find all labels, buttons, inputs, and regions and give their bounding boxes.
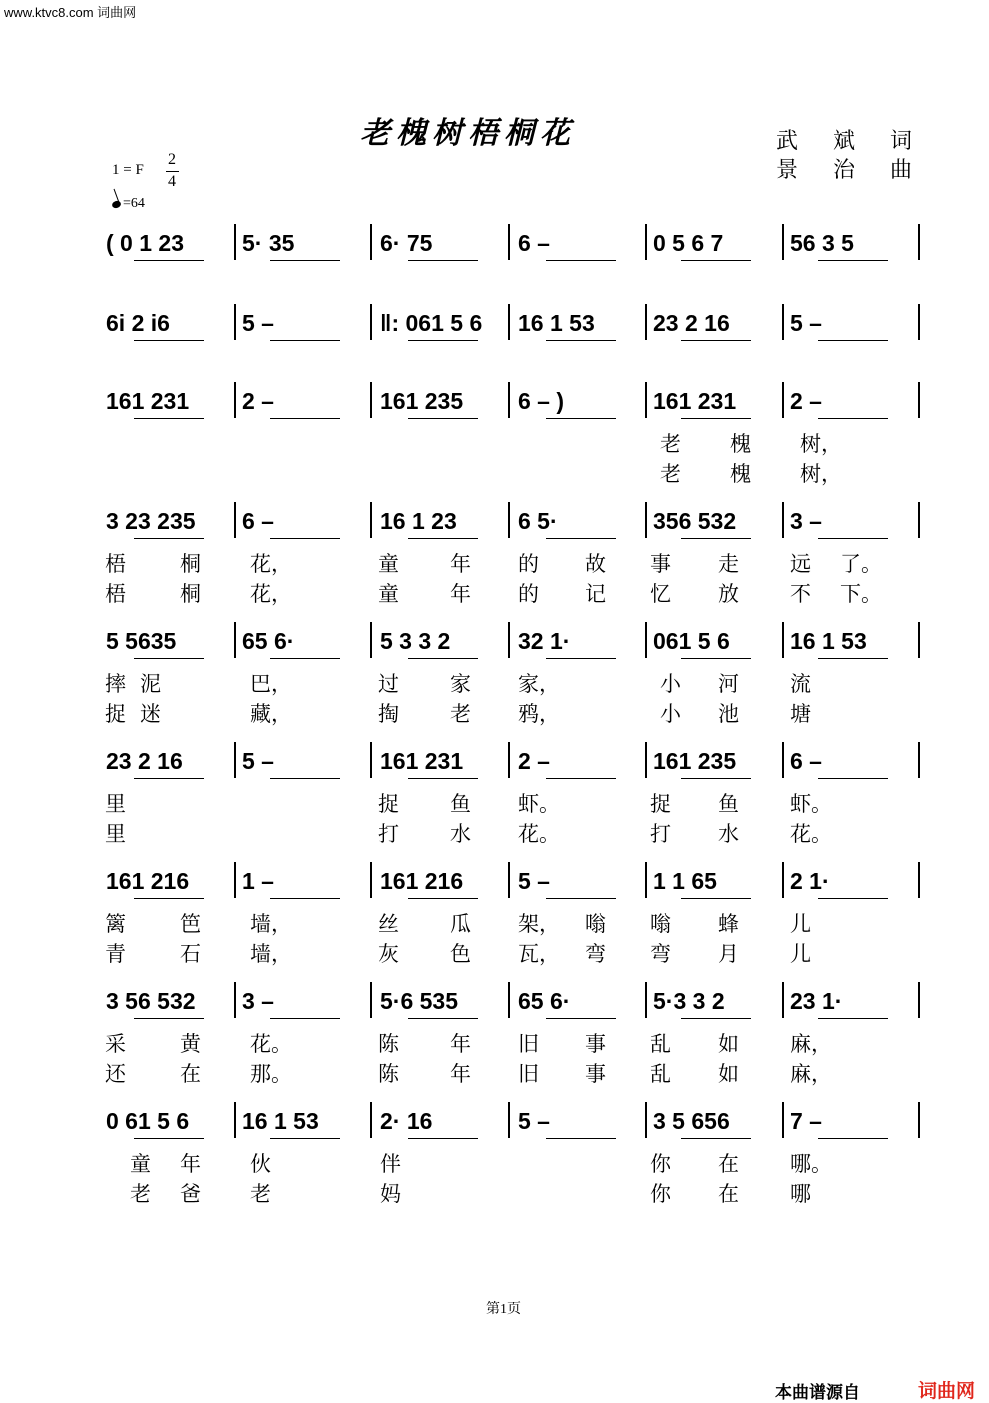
bar-line — [370, 304, 372, 340]
beam-line — [818, 778, 888, 779]
measure-notes: 3 56 532 — [106, 988, 196, 1014]
beam-line — [546, 1138, 616, 1139]
lyric-char: 鸦， — [518, 702, 560, 726]
beam-line — [818, 340, 888, 341]
measure-notes: 23 2 16 — [653, 310, 730, 336]
bar-line — [508, 1102, 510, 1138]
lyric-char: 架， — [518, 912, 560, 936]
measure-notes: 2 – — [518, 748, 550, 774]
lyricist-credit: 武 斌 词 — [776, 129, 926, 154]
beam-line — [546, 340, 616, 341]
bar-line — [918, 224, 920, 260]
lyric-char: 的 — [518, 582, 539, 606]
song-title: 老槐树梧桐花 — [360, 116, 576, 151]
lyric-char: 河 — [718, 672, 739, 696]
beam-line — [270, 260, 340, 261]
beam-line — [681, 898, 751, 899]
measure-notes: 5· 35 — [242, 230, 295, 256]
measure-notes: 1 – — [242, 868, 274, 894]
lyric-char: 色 — [450, 942, 471, 966]
lyric-char: 树， — [800, 432, 842, 456]
measure-notes: 7 – — [790, 1108, 822, 1134]
measure-notes: 161 231 — [106, 388, 190, 414]
bar-line — [645, 1102, 647, 1138]
lyric-char: 童 — [130, 1152, 151, 1176]
bar-line — [918, 304, 920, 340]
measure-notes: 0 5 6 7 — [653, 230, 724, 256]
lyric-char: 梧 — [105, 582, 126, 606]
beam-line — [546, 538, 616, 539]
bar-line — [234, 982, 236, 1018]
beam-line — [546, 1018, 616, 1019]
beam-line — [408, 538, 478, 539]
lyric-char: 青 — [105, 942, 126, 966]
bar-line — [508, 502, 510, 538]
bar-line — [234, 502, 236, 538]
bar-line — [645, 502, 647, 538]
lyric-char: 你 — [650, 1152, 671, 1176]
beam-line — [681, 538, 751, 539]
bar-line — [508, 224, 510, 260]
lyric-char: 记 — [585, 582, 606, 606]
bar-line — [918, 1102, 920, 1138]
measure-notes: 6· 75 — [380, 230, 433, 256]
beam-line — [546, 658, 616, 659]
bar-line — [645, 742, 647, 778]
lyric-char: 弯 — [585, 942, 606, 966]
lyric-char: 迷 — [140, 702, 161, 726]
bar-line — [645, 622, 647, 658]
measure-notes: 161 231 — [653, 388, 737, 414]
beam-line — [270, 898, 340, 899]
lyric-char: 老 — [660, 432, 681, 456]
beam-line — [134, 340, 204, 341]
bar-line — [370, 1102, 372, 1138]
bar-line — [370, 224, 372, 260]
beam-line — [270, 778, 340, 779]
bar-line — [782, 862, 784, 898]
beam-line — [681, 658, 751, 659]
lyric-char: 花。 — [250, 1032, 292, 1056]
lyric-char: 事 — [650, 552, 671, 576]
lyric-char: 嗡 — [650, 912, 671, 936]
lyric-char: 麻， — [790, 1032, 832, 1056]
measure-notes: 6 – — [518, 230, 550, 256]
lyric-char: 小 — [660, 702, 681, 726]
lyric-char: 巴， — [250, 672, 292, 696]
bar-line — [782, 1102, 784, 1138]
bar-line — [782, 622, 784, 658]
lyric-char: 老 — [250, 1182, 271, 1206]
lyric-char: 小 — [660, 672, 681, 696]
lyric-char: 桐 — [180, 582, 201, 606]
measure-notes: 5 – — [242, 748, 274, 774]
lyric-char: 爸 — [180, 1182, 201, 1206]
bar-line — [370, 742, 372, 778]
lyric-char: 乱 — [650, 1062, 671, 1086]
lyric-char: 年 — [450, 582, 471, 606]
lyric-char: 水 — [450, 822, 471, 846]
lyric-char: 虾。 — [790, 792, 832, 816]
beam-line — [408, 658, 478, 659]
beam-line — [134, 1018, 204, 1019]
lyric-char: 塘 — [790, 702, 811, 726]
measure-notes: 5 – — [242, 310, 274, 336]
beam-line — [134, 778, 204, 779]
lyric-char: 老 — [130, 1182, 151, 1206]
bar-line — [782, 502, 784, 538]
lyric-char: 放 — [718, 582, 739, 606]
beam-line — [818, 658, 888, 659]
bar-line — [918, 622, 920, 658]
measure-notes: 5 – — [518, 1108, 550, 1134]
measure-notes: 16 1 53 — [518, 310, 595, 336]
lyric-char: 捉 — [378, 792, 399, 816]
lyric-char: 槐 — [730, 432, 751, 456]
bar-line — [370, 502, 372, 538]
bar-line — [508, 862, 510, 898]
beam-line — [134, 898, 204, 899]
lyric-char: 里 — [105, 822, 126, 846]
lyric-char: 老 — [450, 702, 471, 726]
tempo-value: =64 — [123, 196, 145, 211]
lyric-char: 儿 — [790, 942, 811, 966]
measure-notes: 3 – — [242, 988, 274, 1014]
measure-notes: 23 1· — [790, 988, 843, 1014]
lyric-char: 花， — [250, 552, 292, 576]
measure-notes: 5 – — [790, 310, 822, 336]
lyric-char: 打 — [378, 822, 399, 846]
measure-notes: 2 1· — [790, 868, 830, 894]
lyric-char: 还 — [105, 1062, 126, 1086]
lyric-char: 虾。 — [518, 792, 560, 816]
lyric-char: 墙， — [250, 942, 292, 966]
lyric-char: 水 — [718, 822, 739, 846]
lyric-char: 在 — [718, 1182, 739, 1206]
lyric-char: 池 — [718, 702, 739, 726]
measure-notes: 56 3 5 — [790, 230, 854, 256]
lyric-char: 泥 — [140, 672, 161, 696]
lyric-char: 瓦， — [518, 942, 560, 966]
bar-line — [645, 304, 647, 340]
bar-line — [508, 304, 510, 340]
lyric-char: 走 — [718, 552, 739, 576]
beam-line — [408, 1018, 478, 1019]
measure-notes: 161 216 — [106, 868, 190, 894]
lyric-char: 鱼 — [718, 792, 739, 816]
beam-line — [408, 418, 478, 419]
measure-notes: 6i 2 i6 — [106, 310, 170, 336]
lyric-char: 不 — [790, 582, 811, 606]
beam-line — [546, 260, 616, 261]
beam-line — [681, 1138, 751, 1139]
composer-credit: 景 治 曲 — [776, 158, 926, 183]
bar-line — [782, 982, 784, 1018]
measure-notes: 32 1· — [518, 628, 571, 654]
measure-notes: 2· 16 — [380, 1108, 433, 1134]
lyric-char: 妈 — [380, 1182, 401, 1206]
measure-notes: 5 5635 — [106, 628, 177, 654]
measure-notes: 3 – — [790, 508, 822, 534]
bar-line — [234, 742, 236, 778]
lyric-char: 摔 — [105, 672, 126, 696]
measure-notes: 5·3 3 2 — [653, 988, 725, 1014]
time-signature-bottom: 4 — [168, 173, 176, 190]
beam-line — [681, 340, 751, 341]
lyric-char: 陈 — [378, 1032, 399, 1056]
bar-line — [234, 304, 236, 340]
lyric-char: 童 — [378, 552, 399, 576]
beam-line — [818, 1018, 888, 1019]
lyric-char: 陈 — [378, 1062, 399, 1086]
beam-line — [818, 418, 888, 419]
page-number: 第1页 — [486, 1302, 521, 1317]
bar-line — [508, 742, 510, 778]
bar-line — [234, 224, 236, 260]
bar-line — [508, 622, 510, 658]
lyric-char: 流 — [790, 672, 811, 696]
beam-line — [134, 1138, 204, 1139]
beam-line — [270, 340, 340, 341]
lyric-char: 老 — [660, 462, 681, 486]
lyric-char: 伙 — [250, 1152, 271, 1176]
lyric-char: 花。 — [790, 822, 832, 846]
measure-notes: 65 6· — [518, 988, 571, 1014]
lyric-char: 蜂 — [718, 912, 739, 936]
beam-line — [408, 898, 478, 899]
lyric-char: 过 — [378, 672, 399, 696]
lyric-char: 童 — [378, 582, 399, 606]
measure-notes: 6 – — [790, 748, 822, 774]
bar-line — [645, 382, 647, 418]
beam-line — [818, 538, 888, 539]
measure-notes: 2 – — [242, 388, 274, 414]
bar-line — [234, 622, 236, 658]
measure-notes: 16 1 53 — [790, 628, 867, 654]
beam-line — [681, 418, 751, 419]
bar-line — [645, 224, 647, 260]
lyric-char: 丝 — [378, 912, 399, 936]
beam-line — [134, 260, 204, 261]
lyric-char: 哪。 — [790, 1152, 832, 1176]
lyric-char: 故 — [585, 552, 606, 576]
measure-notes: 356 532 — [653, 508, 737, 534]
lyric-char: 家 — [450, 672, 471, 696]
measure-notes: ‖: 061 5 6 — [380, 310, 483, 336]
beam-line — [818, 898, 888, 899]
beam-line — [681, 1018, 751, 1019]
lyric-char: 儿 — [790, 912, 811, 936]
lyric-char: 墙， — [250, 912, 292, 936]
measure-notes: 6 5· — [518, 508, 558, 534]
beam-line — [134, 538, 204, 539]
lyric-char: 了。 — [840, 552, 882, 576]
lyric-char: 事 — [585, 1062, 606, 1086]
bar-line — [234, 862, 236, 898]
beam-line — [818, 1138, 888, 1139]
lyric-char: 年 — [450, 1032, 471, 1056]
measure-notes: 061 5 6 — [653, 628, 730, 654]
site-watermark: www.ktvc8.com 词曲网 — [4, 5, 137, 20]
bar-line — [782, 224, 784, 260]
lyric-char: 那。 — [250, 1062, 292, 1086]
lyric-char: 远 — [790, 552, 811, 576]
lyric-char: 年 — [180, 1152, 201, 1176]
lyric-char: 如 — [718, 1032, 739, 1056]
lyric-char: 黄 — [180, 1032, 201, 1056]
lyric-char: 在 — [718, 1152, 739, 1176]
measure-notes: 5 3 3 2 — [380, 628, 451, 654]
time-signature-top: 2 — [168, 151, 176, 168]
bar-line — [508, 982, 510, 1018]
measure-notes: 161 235 — [380, 388, 464, 414]
measure-notes: 5·6 535 — [380, 988, 459, 1014]
lyric-char: 旧 — [518, 1062, 539, 1086]
tempo-marking — [112, 196, 145, 212]
beam-line — [134, 658, 204, 659]
lyric-char: 花。 — [518, 822, 560, 846]
measure-notes: ( 0 1 23 — [106, 230, 184, 256]
measure-notes: 3 23 235 — [106, 508, 196, 534]
beam-line — [408, 778, 478, 779]
measure-notes: 0 61 5 6 — [106, 1108, 190, 1134]
bar-line — [918, 742, 920, 778]
bar-line — [645, 862, 647, 898]
lyric-char: 伴 — [380, 1152, 401, 1176]
beam-line — [546, 778, 616, 779]
measure-notes: 23 2 16 — [106, 748, 183, 774]
lyric-char: 弯 — [650, 942, 671, 966]
lyric-char: 月 — [718, 942, 739, 966]
lyric-char: 年 — [450, 552, 471, 576]
lyric-char: 灰 — [378, 942, 399, 966]
time-signature-line — [166, 171, 179, 172]
bar-line — [234, 1102, 236, 1138]
bar-line — [782, 742, 784, 778]
beam-line — [270, 1138, 340, 1139]
lyric-char: 在 — [180, 1062, 201, 1086]
measure-notes: 16 1 23 — [380, 508, 457, 534]
quarter-note-icon — [111, 200, 122, 210]
measure-notes: 5 – — [518, 868, 550, 894]
lyric-char: 掏 — [378, 702, 399, 726]
beam-line — [270, 658, 340, 659]
lyric-char: 忆 — [650, 582, 671, 606]
measure-notes: 161 231 — [380, 748, 464, 774]
lyric-char: 树， — [800, 462, 842, 486]
bar-line — [918, 502, 920, 538]
beam-line — [681, 778, 751, 779]
site-logo: 词曲网 — [918, 1381, 976, 1402]
beam-line — [270, 1018, 340, 1019]
lyric-char: 藏， — [250, 702, 292, 726]
bar-line — [234, 382, 236, 418]
lyric-char: 石 — [180, 942, 201, 966]
lyric-char: 哪 — [790, 1182, 811, 1206]
beam-line — [408, 260, 478, 261]
bar-line — [782, 304, 784, 340]
measure-notes: 16 1 53 — [242, 1108, 319, 1134]
lyric-char: 麻， — [790, 1062, 832, 1086]
lyric-char: 捉 — [650, 792, 671, 816]
bar-line — [370, 862, 372, 898]
lyric-char: 笆 — [180, 912, 201, 936]
beam-line — [681, 260, 751, 261]
bar-line — [370, 382, 372, 418]
bar-line — [645, 982, 647, 1018]
lyric-char: 乱 — [650, 1032, 671, 1056]
measure-notes: 1 1 65 — [653, 868, 717, 894]
measure-notes: 65 6· — [242, 628, 295, 654]
lyric-char: 年 — [450, 1062, 471, 1086]
lyric-char: 篱 — [105, 912, 126, 936]
lyric-char: 事 — [585, 1032, 606, 1056]
bar-line — [782, 382, 784, 418]
lyric-char: 如 — [718, 1062, 739, 1086]
lyric-char: 的 — [518, 552, 539, 576]
beam-line — [270, 538, 340, 539]
lyric-char: 你 — [650, 1182, 671, 1206]
beam-line — [408, 1138, 478, 1139]
measure-notes: 3 5 656 — [653, 1108, 730, 1134]
beam-line — [270, 418, 340, 419]
beam-line — [408, 340, 478, 341]
lyric-char: 旧 — [518, 1032, 539, 1056]
lyric-char: 梧 — [105, 552, 126, 576]
measure-notes: 161 235 — [653, 748, 737, 774]
bar-line — [508, 382, 510, 418]
lyric-char: 瓜 — [450, 912, 471, 936]
lyric-char: 打 — [650, 822, 671, 846]
lyric-char: 花， — [250, 582, 292, 606]
lyric-char: 家， — [518, 672, 560, 696]
measure-notes: 6 – — [242, 508, 274, 534]
lyric-char: 槐 — [730, 462, 751, 486]
beam-line — [546, 418, 616, 419]
lyric-char: 嗡 — [585, 912, 606, 936]
bar-line — [918, 862, 920, 898]
lyric-char: 下。 — [840, 582, 882, 606]
bar-line — [370, 622, 372, 658]
lyric-char: 桐 — [180, 552, 201, 576]
measure-notes: 2 – — [790, 388, 822, 414]
lyric-char: 采 — [105, 1032, 126, 1056]
lyric-char: 里 — [105, 792, 126, 816]
measure-notes: 6 – ) — [518, 388, 565, 414]
beam-line — [546, 898, 616, 899]
beam-line — [134, 418, 204, 419]
key-signature: 1 = F — [112, 162, 144, 178]
lyric-char: 捉 — [105, 702, 126, 726]
bar-line — [918, 382, 920, 418]
bar-line — [370, 982, 372, 1018]
measure-notes: 161 216 — [380, 868, 464, 894]
bar-line — [918, 982, 920, 1018]
lyric-char: 鱼 — [450, 792, 471, 816]
source-label: 本曲谱源自 — [775, 1383, 860, 1402]
beam-line — [818, 260, 888, 261]
